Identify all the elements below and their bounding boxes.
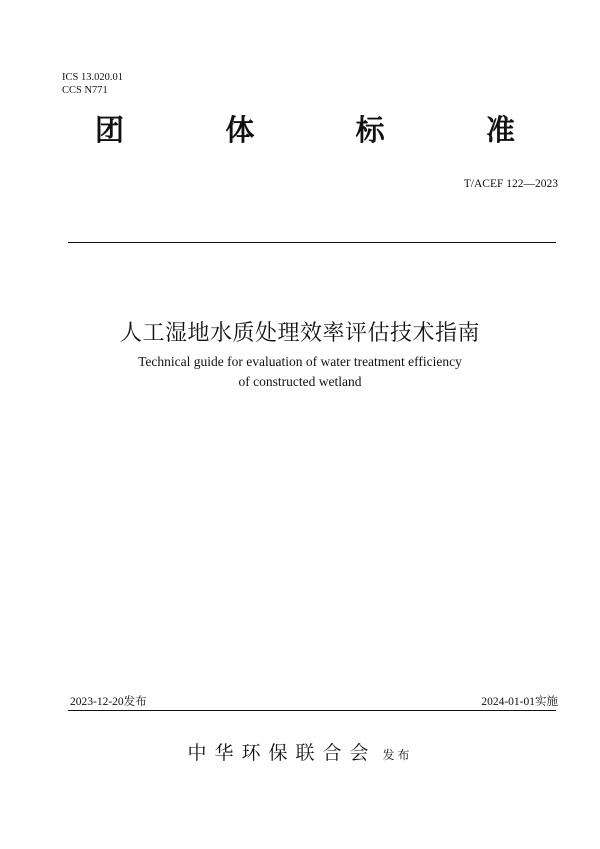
title-chinese: 人工湿地水质处理效率评估技术指南: [119, 321, 480, 346]
title-english-line2: of constructed wetland: [238, 374, 362, 389]
issue-date: 2023-12-20发布: [70, 696, 147, 708]
publisher-name: 中华环保联合会: [187, 742, 377, 764]
standard-number: T/ACEF 122—2023: [463, 178, 558, 190]
standard-type-char: 团: [95, 113, 125, 147]
top-divider: [68, 242, 556, 243]
standard-type-char: 标: [355, 113, 385, 147]
implementation-date: 2024-01-01实施: [481, 696, 558, 708]
publisher-line: [0, 738, 600, 765]
ics-code: ICS 13.020.01: [62, 72, 123, 83]
standard-type-char: 体: [225, 113, 255, 147]
standard-type-char: 准: [485, 113, 515, 147]
standard-type-heading: [95, 110, 515, 150]
bottom-divider: [68, 710, 556, 711]
publish-label: 发布: [382, 748, 413, 762]
title-english-line1: Technical guide for evaluation of water treatment efficiency: [138, 354, 462, 369]
ccs-code: CCS N771: [62, 85, 108, 96]
